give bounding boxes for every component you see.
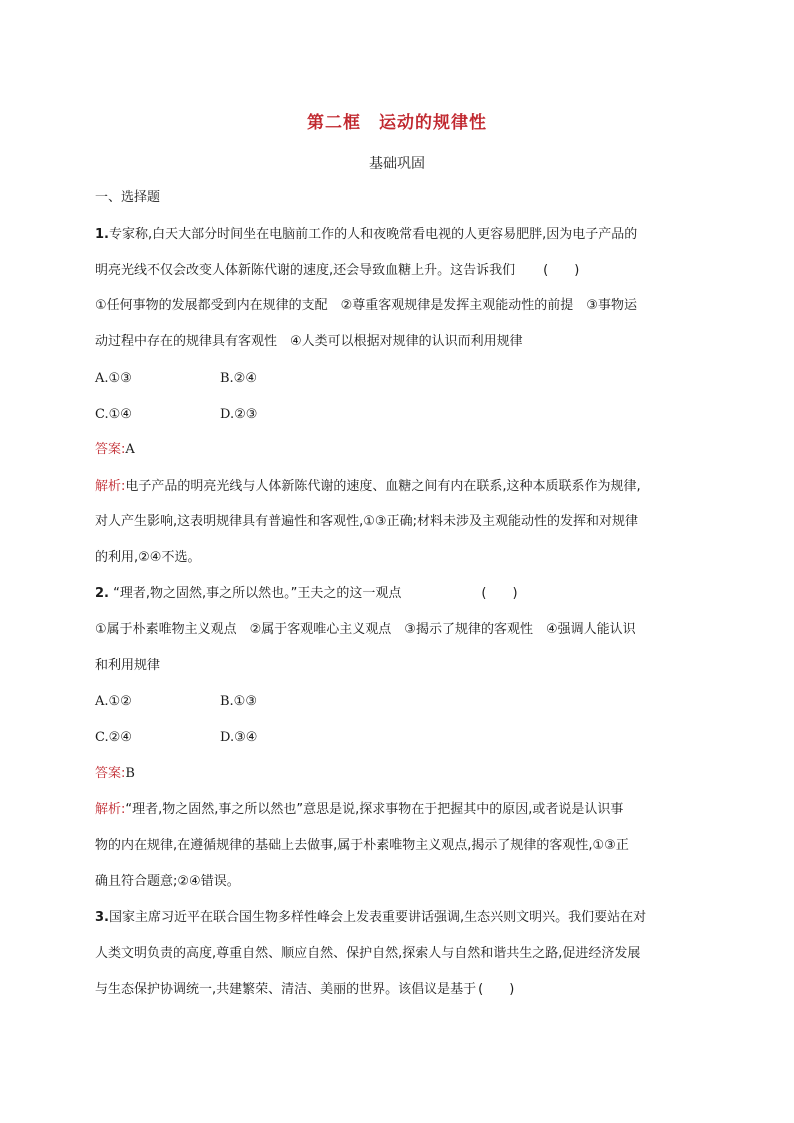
question-1-text-2: 明亮光线不仅会改变人体新陈代谢的速度,还会导致血糖上升。这告诉我们 [95,263,516,278]
question-3-text-1: 国家主席习近平在联合国生物多样性峰会上发表重要讲话强调,生态兴则文明兴。我们要站在对 [108,910,647,925]
question-1-number: 1. [95,227,109,242]
question-1-answer-blank: ( ) [543,263,580,278]
question-1-analysis-2: 对人产生影响,这表明规律具有普遍性和客观性,①③正确;材料未涉及主观能动性的发挥和对规律 [95,514,638,529]
analysis-label: 解析: [95,479,126,494]
page-subtitle: 基础巩固 [369,156,425,172]
answer-label: 答案: [95,442,126,457]
question-2-answer [95,764,135,784]
question-1-option-a: A.①③ [95,371,132,386]
question-1-line-1 [95,225,705,245]
question-2-option-c: C.②④ [95,730,132,745]
section-heading: 一、选择题 [95,190,161,205]
question-3-line-1 [95,908,705,928]
question-3-number: 3. [95,910,109,925]
question-2-analysis-1 [95,800,705,820]
question-2-statements-2: 和利用规律 [95,658,161,673]
question-1-statements-2: 动过程中存在的规律具有客观性 ④人类可以根据对规律的认识而利用规律 [95,334,523,349]
question-1-line-2 [95,261,705,281]
question-1-text-1: 专家称,白天大部分时间坐在电脑前工作的人和夜晚常看电视的人更容易肥胖,因为电子产品的 [108,227,638,242]
question-2-statements-1: ①属于朴素唯物主义观点 ②属于客观唯心主义观点 ③揭示了规律的客观性 ④强调人能认识 [95,622,636,637]
question-2-line-1 [95,584,705,604]
analysis-text: “理者,物之固然,事之所以然也”意思是说,探求事物在于把握其中的原因,或者说是认识事 [125,802,624,817]
answer-value: A [125,442,135,457]
analysis-label: 解析: [95,802,126,817]
question-3-line-3 [95,980,705,1000]
question-3-text-3: 与生态保护协调统一,共建繁荣、清洁、美丽的世界。该倡议是基于 [95,982,477,997]
question-2-option-a: A.①② [95,694,132,709]
question-1-analysis-1 [95,477,705,497]
question-1-analysis-3: 的利用,②④不选。 [95,550,201,565]
answer-value: B [125,766,135,781]
question-2-option-b: B.①③ [220,694,257,709]
question-3-line-2: 人类文明负责的高度,尊重自然、顺应自然、保护自然,探索人与自然和谐共生之路,促进经济发展 [95,946,641,961]
question-3-answer-blank: ( ) [478,982,515,997]
question-2-analysis-3: 确且符合题意;②④错误。 [95,874,240,889]
question-2-analysis-2: 物的内在规律,在遵循规律的基础上去做事,属于朴素唯物主义观点,揭示了规律的客观性,①③正 [95,838,629,853]
question-1-statements-1: ①任何事物的发展都受到内在规律的支配 ②尊重客观规律是发挥主观能动性的前提 ③事物运 [95,298,637,313]
page-title: 第二框 运动的规律性 [307,113,487,133]
question-2-option-d: D.③④ [220,730,258,745]
answer-label: 答案: [95,766,126,781]
question-1-option-b: B.②④ [220,371,257,386]
question-2-number: 2. [95,586,109,601]
question-1-answer [95,440,135,460]
question-1-option-d: D.②③ [220,407,258,422]
question-2-answer-blank: ( ) [481,586,518,601]
question-1-option-c: C.①④ [95,407,132,422]
analysis-text: 电子产品的明亮光线与人体新陈代谢的速度、血糖之间有内在联系,这种本质联系作为规律, [125,479,641,494]
question-2-text-1: “理者,物之固然,事之所以然也。”王夫之的这一观点 [113,586,402,601]
